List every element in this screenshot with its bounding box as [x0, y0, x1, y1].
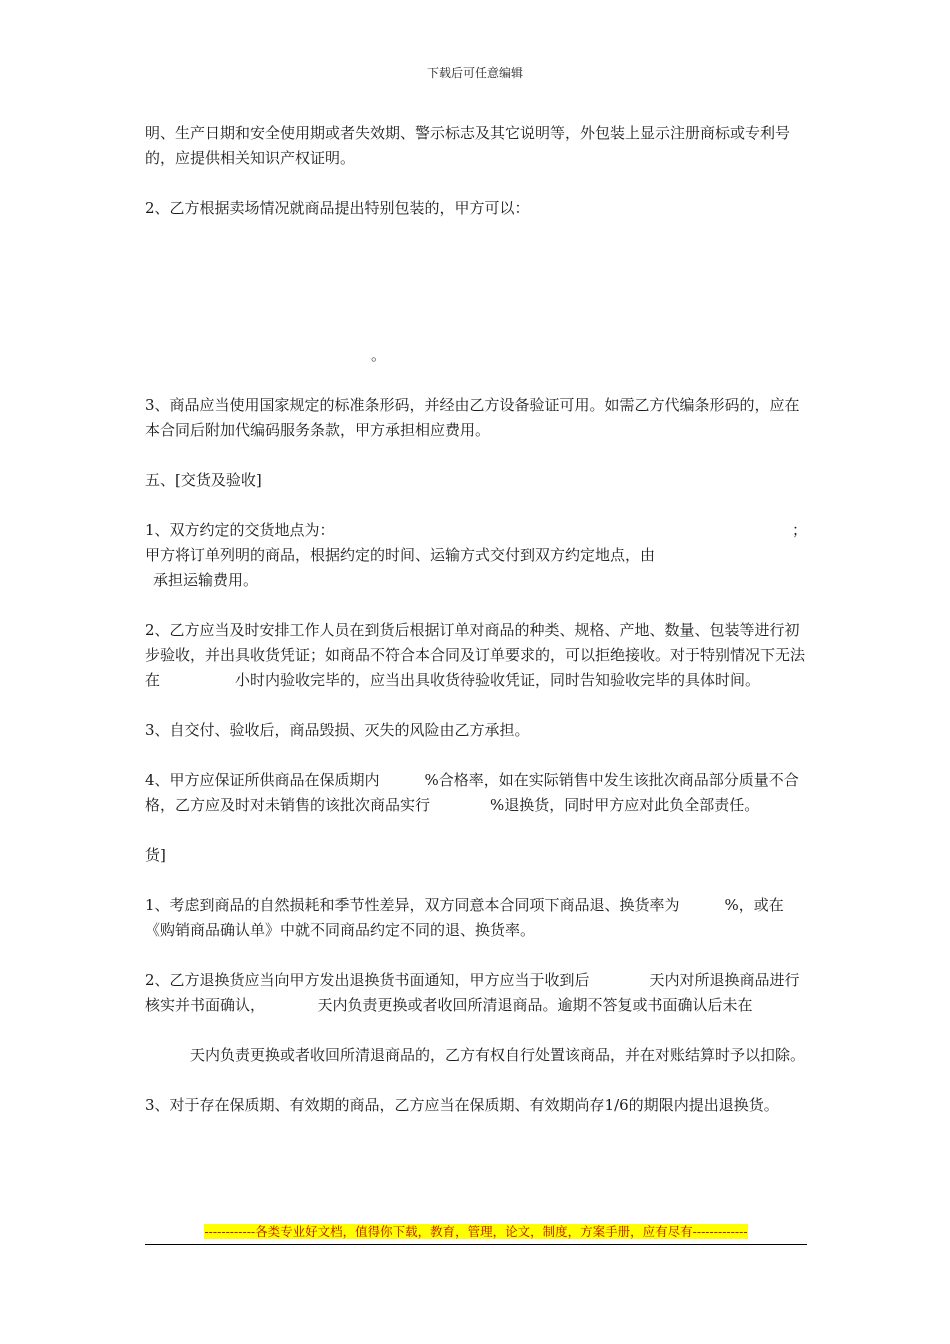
paragraph-inspection: 2、乙方应当及时安排工作人员在到货后根据订单对商品的种类、规格、产地、数量、包装等进行初步验收，并出具收货凭证；如商品不符合本合同及订单要求的，可以拒绝接收。对于特别情况下无法在 小时内验收完毕的，应当出具收货待验收凭证，同时告知验收完毕的具体时间。: [145, 621, 806, 689]
page-header: 下载后可任意编辑: [426, 66, 523, 80]
document-body: [145, 121, 807, 1118]
paragraph-return-disposal: 天内负责更换或者收回所清退商品的，乙方有权自行处置该商品，并在对账结算时予以扣除。: [145, 1046, 806, 1064]
footer-divider: [145, 1244, 807, 1245]
paragraph-return-rate: 1、考虑到商品的自然损耗和季节性差异，双方同意本合同项下商品退、换货率为 %，或在《购销商品确认单》中就不同商品约定不同的退、换货率。: [145, 896, 784, 939]
section-heading-delivery: 五、[交货及验收]: [145, 471, 262, 489]
stray-period: 。: [371, 346, 387, 364]
delivery-location-label: 1、双方约定的交货地点为：: [145, 521, 335, 539]
paragraph-return-notice: 2、乙方退换货应当向甲方发出退换货书面通知，甲方应当于收到后 天内对所退换商品进行核实并书面确认， 天内负责更换或者收回所清退商品。逾期不答复或书面确认后未在: [145, 971, 800, 1014]
footer-banner-text: ------------各类专业好文档，值得你下载，教育，管理，论文，制度，方案手册，应有尽有-------------: [204, 1224, 748, 1239]
paragraph-delivery-location: [145, 518, 807, 543]
delivery-location-end: ；: [791, 521, 807, 539]
paragraph-quality-guarantee: 4、甲方应保证所供商品在保质期内 %合格率，如在实际销售中发生该批次商品部分质量不合格，乙方应及时对未销售的该批次商品实行 %退换货，同时甲方应对此负全部责任。: [145, 771, 799, 814]
section-heading-return: 货]: [145, 846, 166, 864]
footer-banner: [145, 1222, 807, 1242]
paragraph-barcode: 3、商品应当使用国家规定的标准条形码，并经由乙方设备验证可用。如需乙方代编条形码的，应在本合同后附加代编码服务条款，甲方承担相应费用。: [145, 396, 800, 439]
paragraph-shelf-life: 3、对于存在保质期、有效期的商品，乙方应当在保质期、有效期尚存1/6的期限内提出退换货。: [145, 1096, 779, 1114]
paragraph-delivery-transport: 甲方将订单列明的商品，根据约定的时间、运输方式交付到双方约定地点，由: [145, 546, 656, 564]
paragraph-labeling: 明、生产日期和安全使用期或者失效期、警示标志及其它说明等，外包装上显示注册商标或专利号的，应提供相关知识产权证明。: [145, 124, 791, 167]
paragraph-special-packaging: 2、乙方根据卖场情况就商品提出特别包装的，甲方可以：: [145, 199, 530, 217]
paragraph-risk-transfer: 3、自交付、验收后，商品毁损、灭失的风险由乙方承担。: [145, 721, 530, 739]
paragraph-delivery-cost: 承担运输费用。: [153, 571, 259, 589]
